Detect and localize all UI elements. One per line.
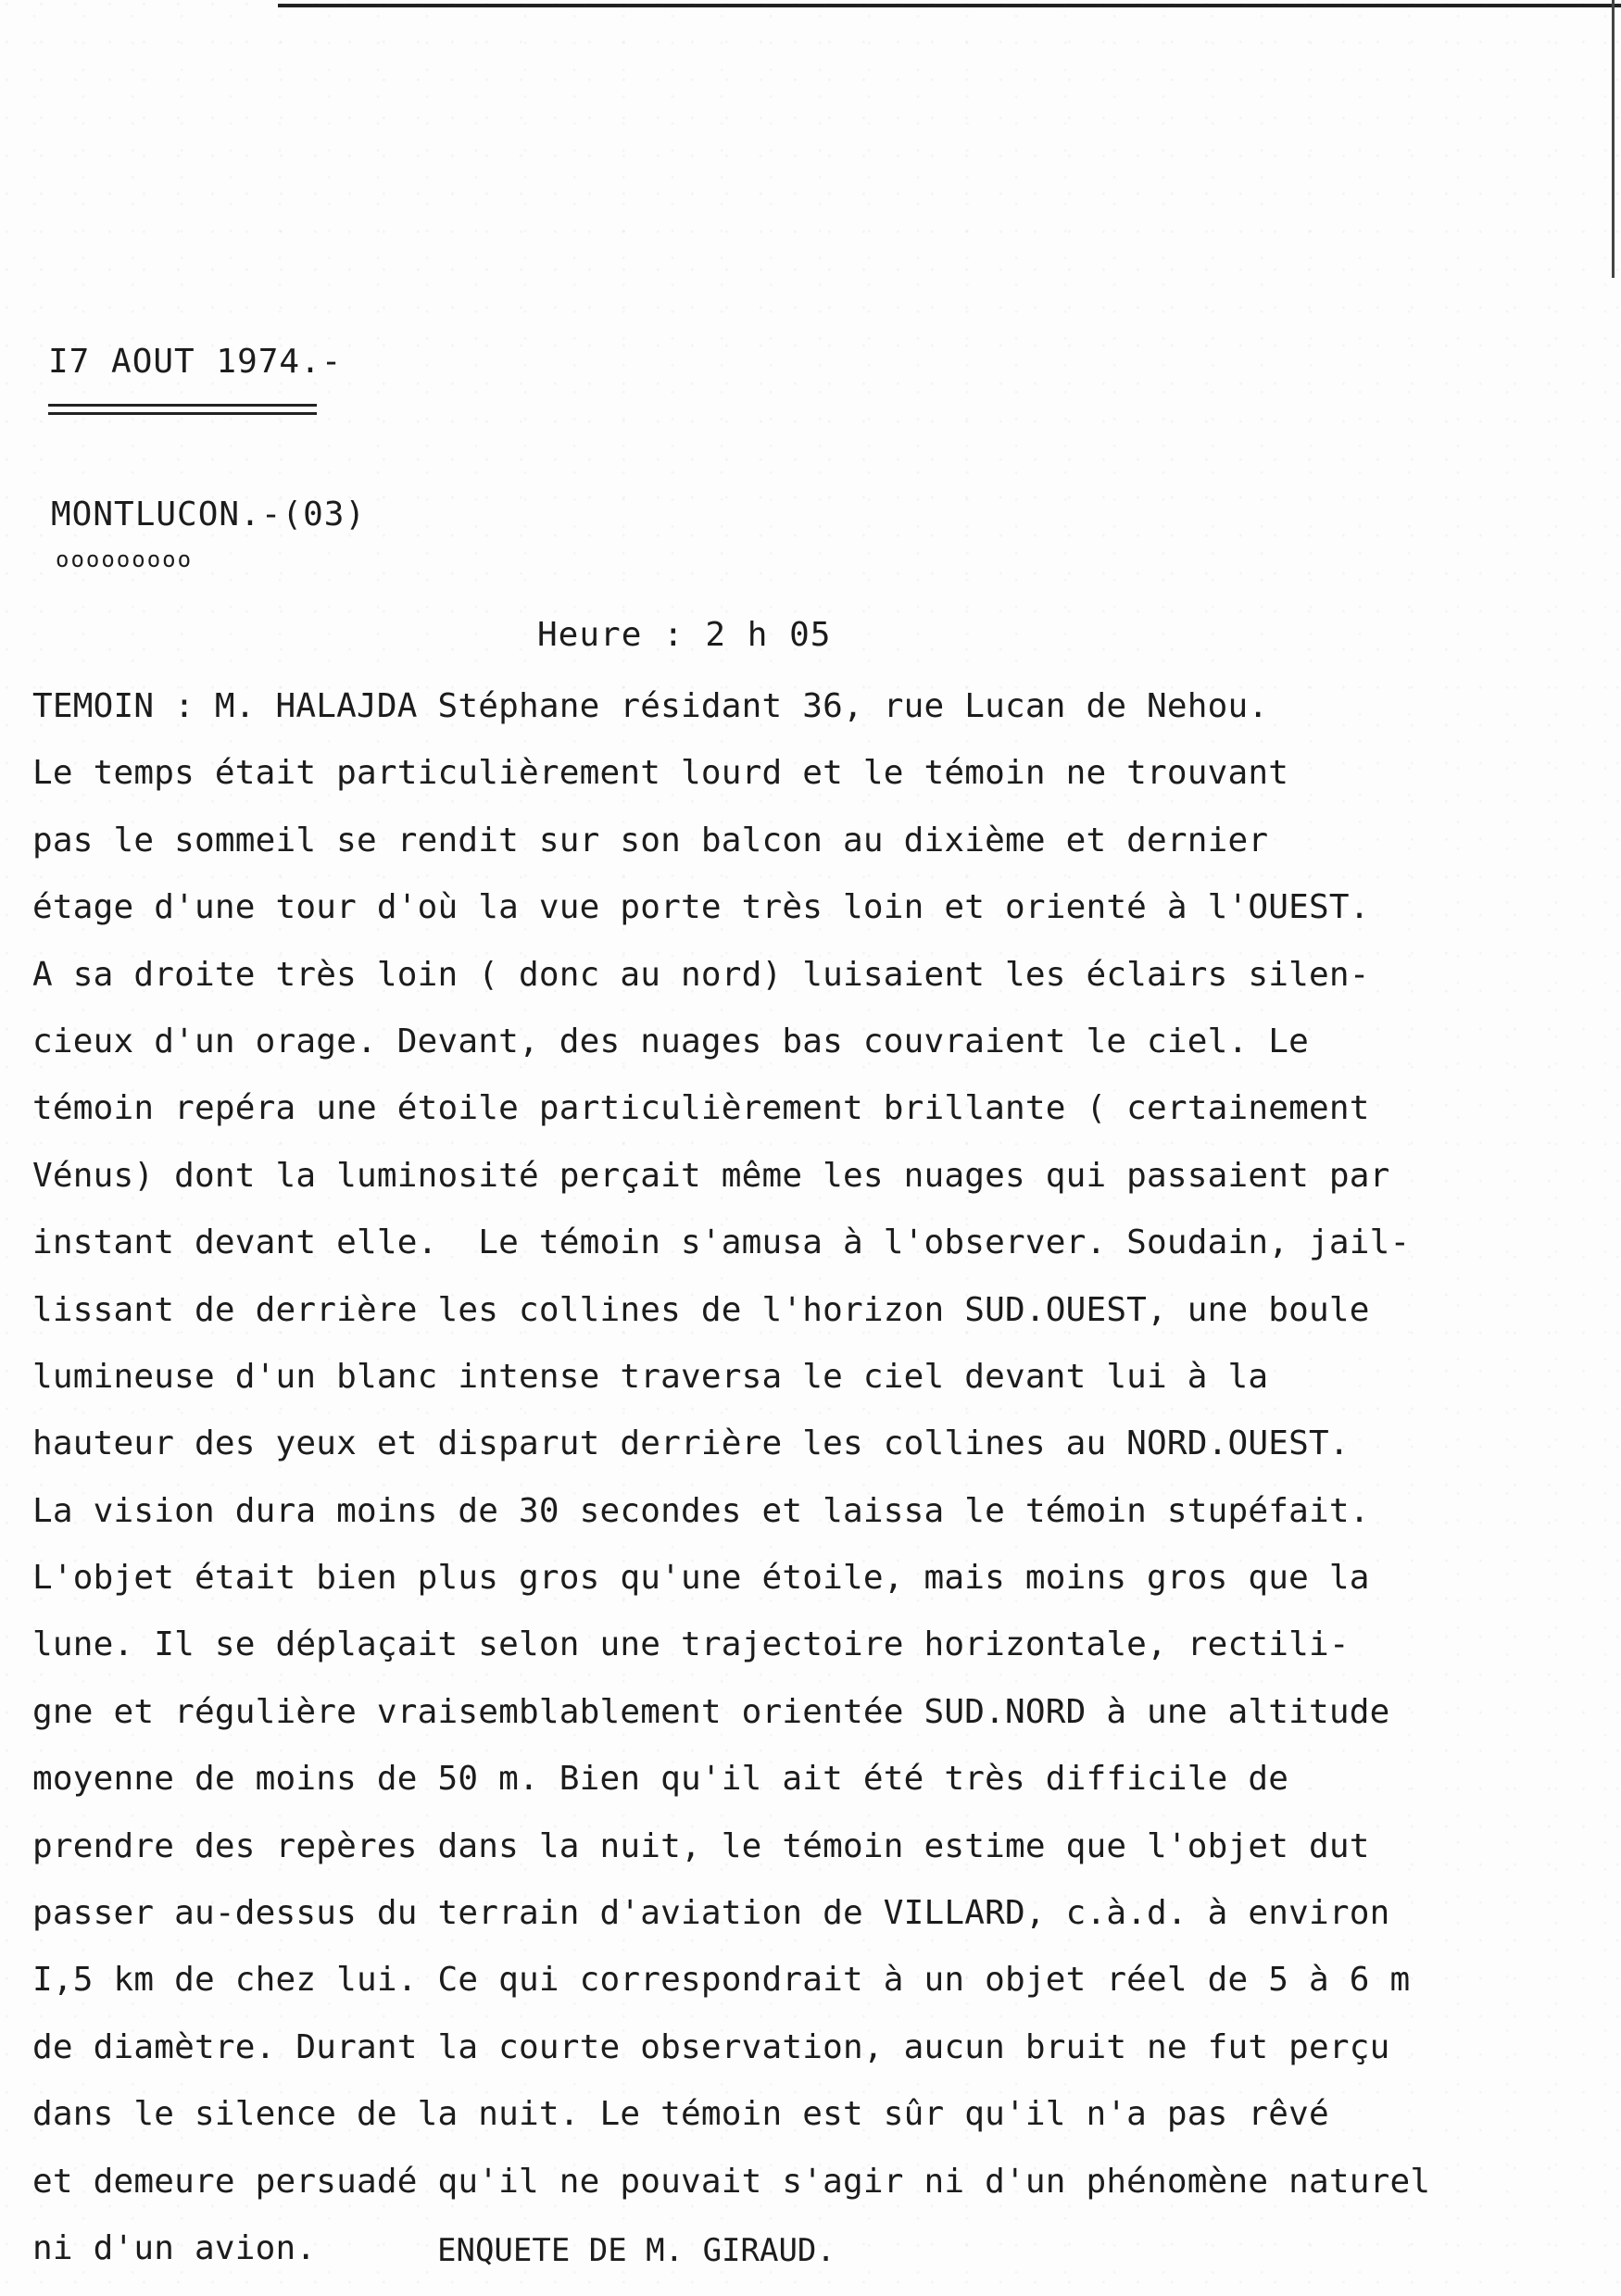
report-line: lumineuse d'un blanc intense traversa le ciel devant lui à la <box>32 1357 1269 1396</box>
date-double-underline <box>48 404 317 407</box>
report-line: Le temps était particulièrement lourd et le témoin ne trouvant <box>32 754 1289 793</box>
report-line: I,5 km de chez lui. Ce qui correspondrait à un objet réel de 5 à 6 m <box>32 1961 1411 2000</box>
report-line: ni d'un avion. <box>32 2228 317 2267</box>
report-line: lissant de derrière les collines de l'horizon SUD.OUEST, une boule <box>32 1290 1370 1329</box>
report-body <box>32 673 1598 2282</box>
document-place: MONTLUCON.-(03) <box>51 496 367 533</box>
report-line: pas le sommeil se rendit sur son balcon au dixième et dernier <box>32 821 1269 859</box>
report-line: cieux d'un orage. Devant, des nuages bas couvraient le ciel. Le <box>32 1022 1310 1060</box>
report-line: et demeure persuadé qu'il ne pouvait s'agir ni d'un phénomène naturel <box>32 2162 1431 2201</box>
report-line: L'objet était bien plus gros qu'une étoile, mais moins gros que la <box>32 1559 1370 1598</box>
observation-time: Heure : 2 h 05 <box>537 616 832 654</box>
report-line: instant devant elle. Le témoin s'amusa à l'observer. Soudain, jail- <box>32 1223 1411 1262</box>
report-line: dans le silence de la nuit. Le témoin est sûr qu'il n'a pas rêvé <box>32 2095 1329 2134</box>
report-line: passer au-dessus du terrain d'aviation de VILLARD, c.à.d. à environ <box>32 1894 1390 1933</box>
report-line: TEMOIN : M. HALAJDA Stéphane résidant 36, rue Lucan de Nehou. <box>32 687 1269 725</box>
investigator-signature-line: ENQUETE DE M. GIRAUD. <box>437 2232 836 2269</box>
document-date: I7 AOUT 1974.- <box>48 343 343 381</box>
report-line: étage d'une tour d'où la vue porte très loin et orienté à l'OUEST. <box>32 888 1370 927</box>
report-line: La vision dura moins de 30 secondes et laissa le témoin stupéfait. <box>32 1491 1370 1530</box>
report-line: de diamètre. Durant la courte observation, aucun bruit ne fut perçu <box>32 2027 1390 2066</box>
report-line: A sa droite très loin ( donc au nord) luisaient les éclairs silen- <box>32 955 1370 994</box>
place-underline-dots: ooooooooo <box>56 546 194 572</box>
report-line: Vénus) dont la luminosité perçait même les nuages qui passaient par <box>32 1156 1390 1195</box>
report-line: prendre des repères dans la nuit, le témoin estime que l'objet dut <box>32 1826 1370 1865</box>
report-line: gne et régulière vraisemblablement orientée SUD.NORD à une altitude <box>32 1692 1390 1731</box>
top-border-line <box>278 4 1621 7</box>
report-line: témoin repéra une étoile particulièrement brillante ( certainement <box>32 1089 1370 1128</box>
report-line: lune. Il se déplaçait selon une trajectoire horizontale, rectili- <box>32 1625 1350 1664</box>
report-line: moyenne de moins de 50 m. Bien qu'il ait été très difficile de <box>32 1760 1289 1799</box>
right-border-line <box>1612 0 1615 278</box>
report-line: hauteur des yeux et disparut derrière les collines au NORD.OUEST. <box>32 1424 1350 1463</box>
